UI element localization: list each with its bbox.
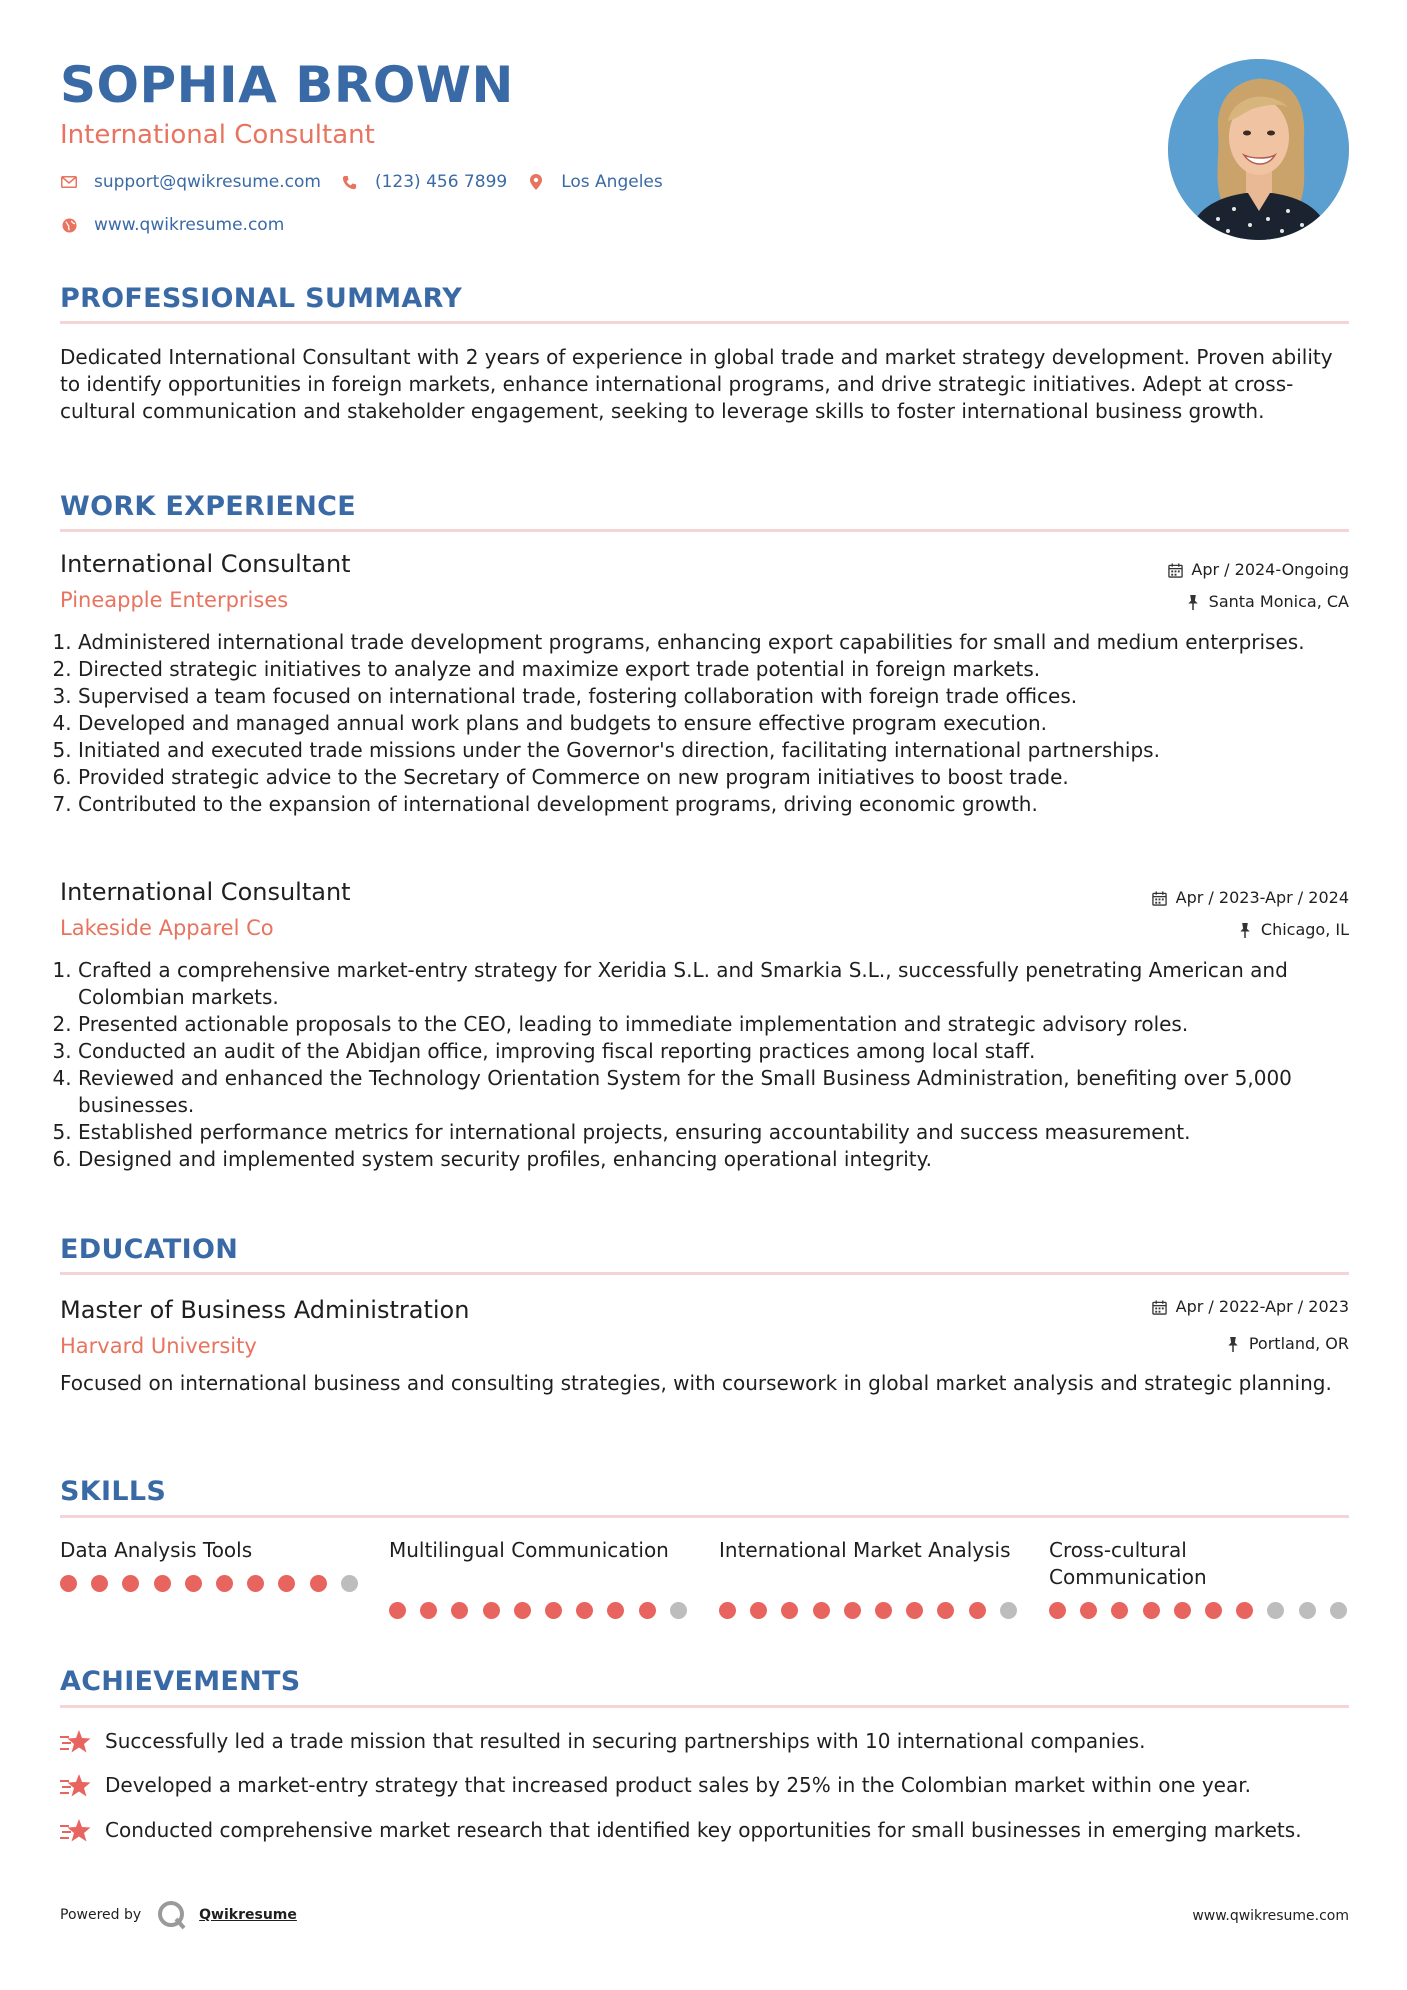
rating-dot-filled — [1143, 1602, 1160, 1619]
job-bullet: 2. Directed strategic initiatives to analyze and maximize export trade potential in foreign markets. — [78, 656, 1367, 683]
skill-name: Multilingual Communication — [389, 1538, 669, 1562]
email-link[interactable]: support@qwikresume.com — [94, 172, 321, 192]
pushpin-icon — [1237, 922, 1253, 938]
rating-dot-empty — [1299, 1602, 1316, 1619]
skill-item — [1049, 1537, 1349, 1591]
rating-dot-filled — [154, 1575, 171, 1592]
rating-dot-empty — [341, 1575, 358, 1592]
rating-dot-filled — [122, 1575, 139, 1592]
achievement-text: Conducted comprehensive market research that identified key opportunities for small businesses in emerging markets. — [105, 1818, 1302, 1842]
rating-dot-filled — [576, 1602, 593, 1619]
phone-text[interactable]: (123) 456 7899 — [374, 172, 508, 192]
job-bullet: 3. Conducted an audit of the Abidjan office, improving fiscal reporting practices among local staff. — [78, 1038, 1367, 1065]
contact-row — [60, 172, 683, 192]
rating-dot-filled — [1236, 1602, 1253, 1619]
globe-icon — [60, 216, 78, 234]
qwikresume-link[interactable]: Qwikresume — [199, 1907, 297, 1923]
star-award-icon — [60, 1817, 92, 1845]
job-dates — [1152, 890, 1349, 906]
rating-dot-filled — [514, 1602, 531, 1619]
job-title: International Consultant — [60, 550, 351, 578]
phone-icon — [341, 173, 359, 191]
rating-dot-filled — [875, 1602, 892, 1619]
rating-dot-filled — [451, 1602, 468, 1619]
education-location — [1225, 1336, 1349, 1352]
job-bullet: 6. Designed and implemented system security profiles, enhancing operational integrity. — [78, 1146, 1367, 1173]
achievement-text: Developed a market-entry strategy that increased product sales by 25% in the Colombian market within one year. — [105, 1773, 1251, 1797]
skill-rating — [60, 1575, 372, 1592]
rating-dot-empty — [1000, 1602, 1017, 1619]
achievement-item — [60, 1728, 1349, 1756]
job-bullet: 6. Provided strategic advice to the Secretary of Commerce on new program initiatives to boost trade. — [78, 764, 1367, 791]
education-dates-text: Apr / 2022-Apr / 2023 — [1175, 1297, 1349, 1316]
education-dates — [1152, 1299, 1349, 1315]
job-bullets — [60, 629, 1367, 818]
skill-name: Data Analysis Tools — [60, 1538, 253, 1562]
skill-name: International Market Analysis — [719, 1538, 1011, 1562]
rating-dot-empty — [1267, 1602, 1284, 1619]
education-location-text: Portland, OR — [1248, 1334, 1349, 1353]
qwikresume-logo-icon — [157, 1900, 187, 1930]
skill-name: Cross-cultural Communication — [1049, 1538, 1207, 1589]
job-bullet: 4. Developed and managed annual work plans and budgets to ensure effective program execution. — [78, 710, 1367, 737]
location-text: Los Angeles — [561, 172, 663, 192]
rating-dot-filled — [750, 1602, 767, 1619]
rating-dot-filled — [545, 1602, 562, 1619]
section-divider — [60, 1272, 1349, 1275]
achievement-item — [60, 1817, 1349, 1845]
rating-dot-filled — [906, 1602, 923, 1619]
section-divider — [60, 1705, 1349, 1708]
skill-rating — [719, 1602, 1031, 1619]
job-location — [1185, 594, 1349, 610]
rating-dot-filled — [185, 1575, 202, 1592]
profile-photo — [1168, 59, 1349, 240]
rating-dot-filled — [91, 1575, 108, 1592]
skill-rating — [1049, 1602, 1361, 1619]
job-dates-text: Apr / 2023-Apr / 2024 — [1175, 888, 1349, 907]
job-dates-text: Apr / 2024-Ongoing — [1191, 560, 1349, 579]
candidate-role: International Consultant — [60, 120, 375, 150]
job-bullet: 3. Supervised a team focused on international trade, fostering collaboration with foreign trade offices. — [78, 683, 1367, 710]
powered-by-label: Powered by — [60, 1907, 142, 1923]
rating-dot-filled — [1080, 1602, 1097, 1619]
achievements-heading: ACHIEVEMENTS — [60, 1666, 301, 1697]
skills-heading: SKILLS — [60, 1476, 167, 1507]
company-name: Pineapple Enterprises — [60, 588, 289, 612]
job-bullet: 4. Reviewed and enhanced the Technology Orientation System for the Small Business Administration, benefiting over 5,000 businesses. — [78, 1065, 1367, 1119]
calendar-icon — [1152, 890, 1168, 906]
rating-dot-filled — [420, 1602, 437, 1619]
job-bullet: 1. Crafted a comprehensive market-entry strategy for Xeridia S.L. and Smarkia S.L., successfully penetrating American and Colombian markets. — [78, 957, 1367, 1011]
star-award-icon — [60, 1728, 92, 1756]
rating-dot-filled — [813, 1602, 830, 1619]
rating-dot-filled — [719, 1602, 736, 1619]
rating-dot-filled — [1174, 1602, 1191, 1619]
rating-dot-filled — [216, 1575, 233, 1592]
rating-dot-filled — [607, 1602, 624, 1619]
rating-dot-empty — [670, 1602, 687, 1619]
rating-dot-filled — [969, 1602, 986, 1619]
rating-dot-filled — [639, 1602, 656, 1619]
job-bullet: 1. Administered international trade development programs, enhancing export capabilities for small and medium enterprises. — [78, 629, 1367, 656]
footer-powered-by — [60, 1900, 297, 1930]
job-location-text: Santa Monica, CA — [1208, 592, 1349, 611]
summary-text: Dedicated International Consultant with 2 years of experience in global trade and market strategy development. Proven ability to identify opportunities in foreign markets, enhance international programs, and drive strategic initiatives. Adept at cross-cultural communication and stakeholder engagement, seeking to leverage skills to foster international business growth. — [60, 345, 1333, 423]
job-bullets — [60, 957, 1367, 1173]
footer-website[interactable]: www.qwikresume.com — [1192, 1908, 1349, 1924]
job-location — [1237, 922, 1349, 938]
rating-dot-filled — [1205, 1602, 1222, 1619]
job-bullet: 5. Initiated and executed trade missions under the Governor's direction, facilitating international partnerships. — [78, 737, 1367, 764]
pushpin-icon — [1185, 594, 1201, 610]
website-link[interactable]: www.qwikresume.com — [94, 215, 285, 235]
contact-row-website — [60, 215, 304, 235]
degree-title: Master of Business Administration — [60, 1296, 470, 1324]
skill-rating — [389, 1602, 701, 1619]
achievement-item — [60, 1772, 1349, 1800]
rating-dot-filled — [937, 1602, 954, 1619]
section-divider — [60, 1515, 1349, 1518]
rating-dot-filled — [278, 1575, 295, 1592]
job-title: International Consultant — [60, 878, 351, 906]
skill-item — [719, 1537, 1019, 1564]
job-bullet: 5. Established performance metrics for international projects, ensuring accountability and success measurement. — [78, 1119, 1367, 1146]
experience-heading: WORK EXPERIENCE — [60, 491, 356, 522]
job-bullet: 2. Presented actionable proposals to the CEO, leading to immediate implementation and strategic advisory roles. — [78, 1011, 1367, 1038]
job-bullet: 7. Contributed to the expansion of international development programs, driving economic growth. — [78, 791, 1367, 818]
job-dates — [1167, 562, 1349, 578]
rating-dot-filled — [781, 1602, 798, 1619]
rating-dot-filled — [1111, 1602, 1128, 1619]
candidate-name: SOPHIA BROWN — [60, 56, 514, 114]
calendar-icon — [1167, 562, 1183, 578]
rating-dot-filled — [483, 1602, 500, 1619]
skill-item — [389, 1537, 689, 1564]
education-heading: EDUCATION — [60, 1234, 239, 1265]
rating-dot-filled — [844, 1602, 861, 1619]
rating-dot-filled — [1049, 1602, 1066, 1619]
rating-dot-filled — [247, 1575, 264, 1592]
rating-dot-filled — [60, 1575, 77, 1592]
education-description: Focused on international business and consulting strategies, with coursework in global market analysis and strategic planning. — [60, 1371, 1332, 1395]
skill-item — [60, 1537, 360, 1564]
section-divider — [60, 321, 1349, 324]
job-location-text: Chicago, IL — [1260, 920, 1349, 939]
summary-heading: PROFESSIONAL SUMMARY — [60, 283, 463, 314]
rating-dot-filled — [389, 1602, 406, 1619]
location-pin-icon — [527, 173, 545, 191]
calendar-icon — [1152, 1299, 1168, 1315]
achievement-text: Successfully led a trade mission that resulted in securing partnerships with 10 international companies. — [105, 1729, 1146, 1753]
school-name: Harvard University — [60, 1334, 257, 1358]
section-divider — [60, 529, 1349, 532]
rating-dot-filled — [310, 1575, 327, 1592]
company-name: Lakeside Apparel Co — [60, 916, 274, 940]
pushpin-icon — [1225, 1336, 1241, 1352]
rating-dot-empty — [1330, 1602, 1347, 1619]
email-icon — [60, 173, 78, 191]
star-award-icon — [60, 1772, 92, 1800]
